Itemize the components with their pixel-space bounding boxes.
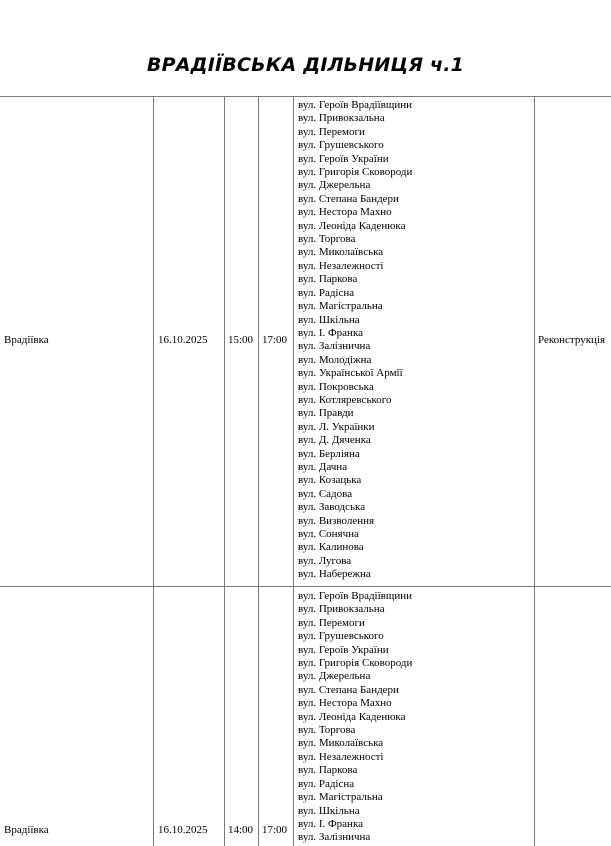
column-divider bbox=[224, 96, 225, 846]
list-item: вул. Д. Дяченка bbox=[298, 434, 371, 447]
list-item: вул. Котляревського bbox=[298, 393, 392, 406]
time-from-cell: 14:00 bbox=[228, 824, 254, 836]
list-item: вул. Миколаївська bbox=[298, 737, 384, 750]
list-item: вул. Магістральна bbox=[298, 300, 383, 313]
list-item: вул. Торгова bbox=[298, 724, 356, 737]
list-item: вул. Героїв України bbox=[298, 643, 389, 656]
column-divider bbox=[534, 96, 535, 846]
list-item: вул. Героїв Врадіївщини bbox=[298, 99, 412, 111]
list-item: вул. Торгова bbox=[298, 233, 356, 246]
column-divider bbox=[153, 96, 154, 846]
row-divider bbox=[0, 586, 611, 587]
page-title: ВРАДІЇВСЬКА ДІЛЬНИЦЯ ч.1 bbox=[146, 54, 465, 76]
list-item: вул. Григорія Сковороди bbox=[298, 166, 413, 179]
list-item: вул. Заводська bbox=[298, 501, 366, 514]
list-item: вул. Козацька bbox=[298, 474, 362, 487]
list-item: вул. І. Франка bbox=[298, 817, 364, 830]
list-item: вул. Степана Бандери bbox=[298, 683, 399, 696]
date-cell: 16.10.2025 bbox=[158, 334, 208, 346]
column-divider bbox=[258, 96, 259, 846]
list-item: вул. Миколаївська bbox=[298, 246, 384, 259]
list-item: вул. І. Франка bbox=[298, 326, 364, 339]
list-item: вул. Паркова bbox=[298, 764, 358, 777]
list-item: вул. Нестора Махно bbox=[298, 206, 392, 219]
time-to-cell: 17:00 bbox=[262, 334, 288, 346]
list-item: вул. Залізнична bbox=[298, 340, 371, 353]
list-item: вул. Визволення bbox=[298, 514, 375, 527]
list-item: вул. Грушевського bbox=[298, 139, 384, 152]
list-item: вул. Грушевського bbox=[298, 630, 384, 643]
column-divider bbox=[293, 96, 294, 846]
list-item: вул. Перемоги bbox=[298, 125, 365, 138]
list-item: вул. Джерельна bbox=[298, 179, 371, 192]
list-item: вул. Привокзальна bbox=[298, 603, 385, 616]
list-item: вул. Берліяна bbox=[298, 447, 360, 460]
streets-list bbox=[298, 99, 534, 582]
list-item: вул. Магістральна bbox=[298, 791, 383, 804]
list-item: вул. Паркова bbox=[298, 273, 358, 286]
list-item: вул. Садова bbox=[298, 487, 353, 500]
list-item: вул. Степана Бандери bbox=[298, 192, 399, 205]
list-item: вул. Дачна bbox=[298, 460, 348, 473]
list-item: вул. Привокзальна bbox=[298, 112, 385, 125]
list-item: вул. Калинова bbox=[298, 541, 364, 554]
streets-list bbox=[298, 590, 534, 846]
list-item: вул. Григорія Сковороди bbox=[298, 657, 413, 670]
outage-table bbox=[0, 96, 611, 846]
list-item: вул. Леоніда Каденюка bbox=[298, 710, 406, 723]
list-item: вул. Перемоги bbox=[298, 616, 365, 629]
list-item: вул. Незалежності bbox=[298, 259, 384, 272]
list-item: вул. Української Армії bbox=[298, 367, 403, 380]
list-item: вул. Набережна bbox=[298, 568, 371, 581]
list-item: вул. Радісна bbox=[298, 286, 355, 299]
settlement-cell: Врадіївка bbox=[4, 824, 49, 836]
list-item: вул. Героїв Врадіївщини bbox=[298, 590, 412, 602]
time-to-cell: 17:00 bbox=[262, 824, 288, 836]
list-item: вул. Нестора Махно bbox=[298, 697, 392, 710]
list-item: вул. Покровська bbox=[298, 380, 374, 393]
list-item: вул. Л. Українки bbox=[298, 420, 375, 433]
reason-cell: Реконструкція bbox=[538, 334, 606, 346]
list-item: вул. Радісна bbox=[298, 777, 355, 790]
list-item: вул. Сонячна bbox=[298, 528, 359, 540]
list-item: вул. Леоніда Каденюка bbox=[298, 219, 406, 232]
list-item: вул. Незалежності bbox=[298, 750, 384, 763]
list-item: вул. Джерельна bbox=[298, 670, 371, 683]
table-border-top bbox=[0, 96, 611, 97]
settlement-cell: Врадіївка bbox=[4, 334, 49, 346]
list-item: вул. Молодіжна bbox=[298, 353, 372, 366]
date-cell: 16.10.2025 bbox=[158, 824, 208, 836]
list-item: вул. Лугова bbox=[298, 554, 352, 567]
list-item: вул. Героїв України bbox=[298, 152, 389, 165]
list-item: вул. Правди bbox=[298, 407, 354, 420]
list-item: вул. Залізнична bbox=[298, 831, 371, 844]
time-from-cell: 15:00 bbox=[228, 334, 254, 346]
list-item: вул. Шкільна bbox=[298, 313, 360, 326]
list-item: вул. Шкільна bbox=[298, 804, 360, 817]
